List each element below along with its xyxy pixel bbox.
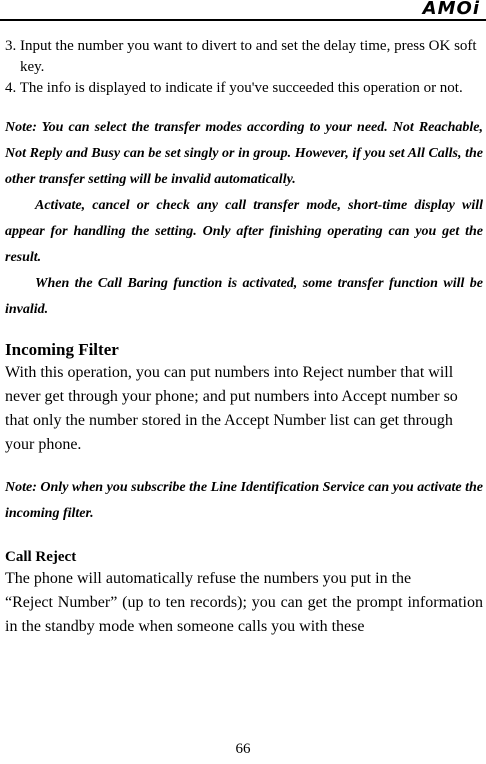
incoming-filter-body: With this operation, you can put numbers into Reject number that will never get through your phone; and put numbers into Accept number so that only the number stored in the Accept Number list can get through your phone. — [5, 364, 458, 453]
amoi-logo: AMOi — [422, 0, 480, 19]
call-reject-line-1: The phone will automatically refuse the numbers you put in the — [5, 570, 412, 587]
step-3: 3. Input the number you want to divert to and set the delay time, press OK soft key. — [5, 38, 477, 75]
incoming-filter-heading: Incoming Filter — [5, 340, 119, 359]
note-call-baring: When the Call Baring function is activated, some transfer function will be invalid. — [5, 276, 483, 317]
note-short-time-display: Activate, cancel or check any call transfer mode, short-time display will appear for handling the setting. Only after finishing operating can you get the result. — [5, 198, 483, 265]
header-rule — [0, 19, 486, 21]
page-content — [5, 36, 483, 639]
page-number: 66 — [235, 741, 251, 757]
step-4: 4. The info is displayed to indicate if you've succeeded this operation or not. — [5, 80, 463, 96]
call-reject-heading: Call Reject — [5, 549, 77, 565]
call-reject-line-2: “Reject Number” (up to ten records); you can get the prompt information in the standby mode when someone calls you with these — [5, 594, 483, 635]
note-transfer-modes: Note: You can select the transfer modes according to your need. Not Reachable, Not Reply and Busy can be set singly or in group. However, if you set All Calls, the other transfer setting will be invalid automatically. — [5, 120, 483, 187]
incoming-filter-note: Note: Only when you subscribe the Line Identification Service can you activate the incoming filter. — [5, 480, 483, 521]
